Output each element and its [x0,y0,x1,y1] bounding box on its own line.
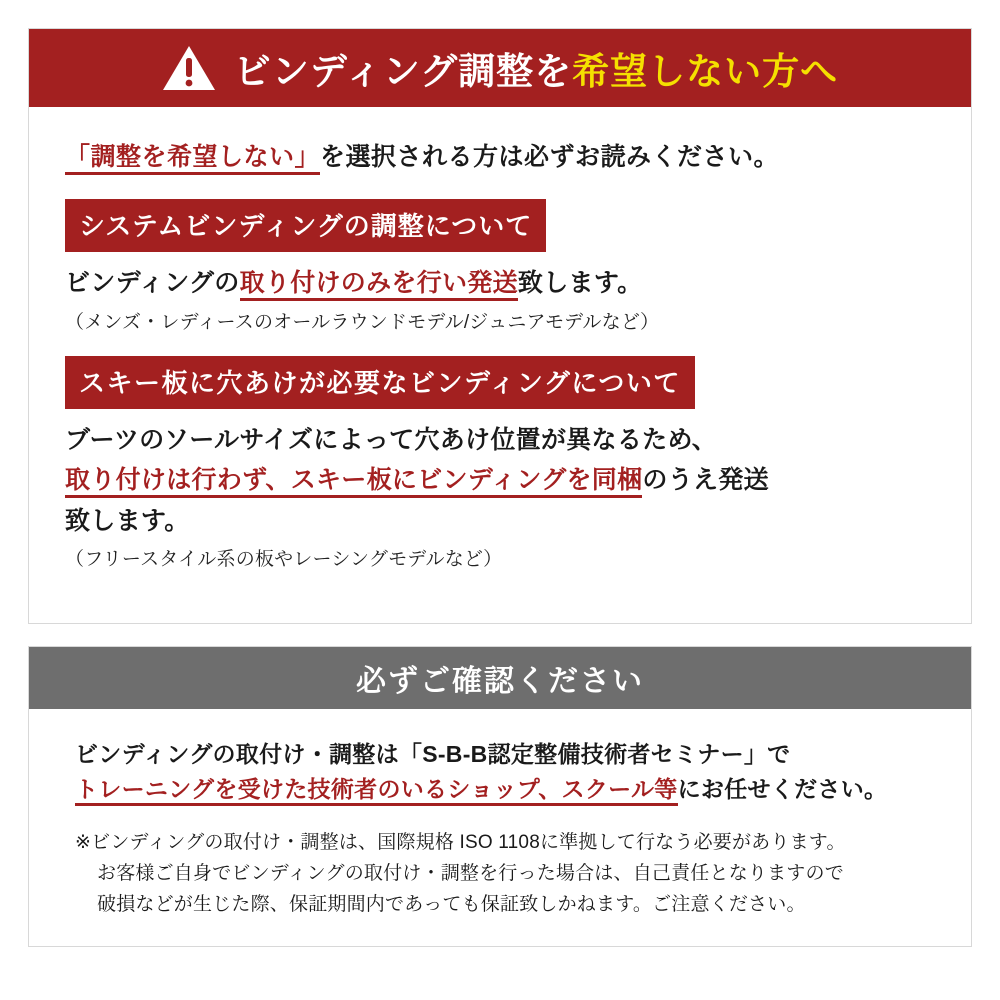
body-after: のうえ発送 [642,466,769,494]
confirmation-line-2 [75,772,925,807]
fineprint-line-2: お客様ご自身でビンディングの取付け・調整を行った場合は、自己責任となりますので [97,862,844,884]
section-drilling-binding [65,356,935,572]
notice-header-title-plain: ビンディング調整を [233,51,573,92]
section-system-binding [65,199,935,334]
notice-lead-line [65,137,935,173]
section-drilling-binding-body-line2 [65,463,935,498]
confirmation-line-1: ビンディングの取付け・調整は「S-B-B認定整備技術者セミナー」で [75,741,791,767]
body-before: ビンディングの [65,269,240,297]
confirmation-line-2-after: にお任せください。 [677,775,888,802]
confirmation-fineprint [75,828,925,920]
body-underlined: 取り付けは行わず、スキー板にビンディングを同梱 [65,466,642,498]
confirmation-header-bar [29,647,971,709]
notice-header-bar [29,29,971,107]
body-underlined: 取り付けのみを行い発送 [240,269,518,301]
confirmation-line-2-underlined: トレーニングを受けた技術者のいるショップ、スクール等 [75,776,678,806]
notice-header-title-highlight: 希望しない方へ [572,51,839,92]
notice-header-title [234,41,838,95]
confirmation-header-title: 必ずご確認ください [356,665,644,698]
binding-no-adjust-notice-panel [28,28,972,624]
section-drilling-binding-note: （フリースタイル系の板やレーシングモデルなど） [65,549,503,570]
confirmation-body [29,709,971,946]
confirmation-panel [28,646,972,947]
warning-triangle-icon [162,44,216,92]
body-after: 致します。 [517,269,643,297]
section-system-binding-note: （メンズ・レディースのオールラウンドモデル/ジュニアモデルなど） [65,311,660,333]
fineprint-line-1: ※ビンディングの取付け・調整は、国際規格 ISO 1108に準拠して行なう必要があります。 [75,832,846,853]
section-system-binding-title: システムビンディングの調整について [65,199,546,252]
section-drilling-binding-title: スキー板に穴あけが必要なビンディングについて [65,356,695,409]
section-system-binding-body [65,266,935,301]
section-drilling-binding-body-line1: ブーツのソールサイズによって穴あけ位置が異なるため、 [65,425,718,454]
fineprint-line-3: 破損などが生じた際、保証期間内であっても保証致しかねます。ご注意ください。 [97,893,806,915]
notice-body [29,107,971,623]
notice-lead-rest: を選択される方は必ずお読みください。 [320,143,780,171]
section-drilling-binding-body-line3: 致します。 [65,506,190,535]
notice-lead-underlined: 「調整を希望しない」 [65,143,320,175]
